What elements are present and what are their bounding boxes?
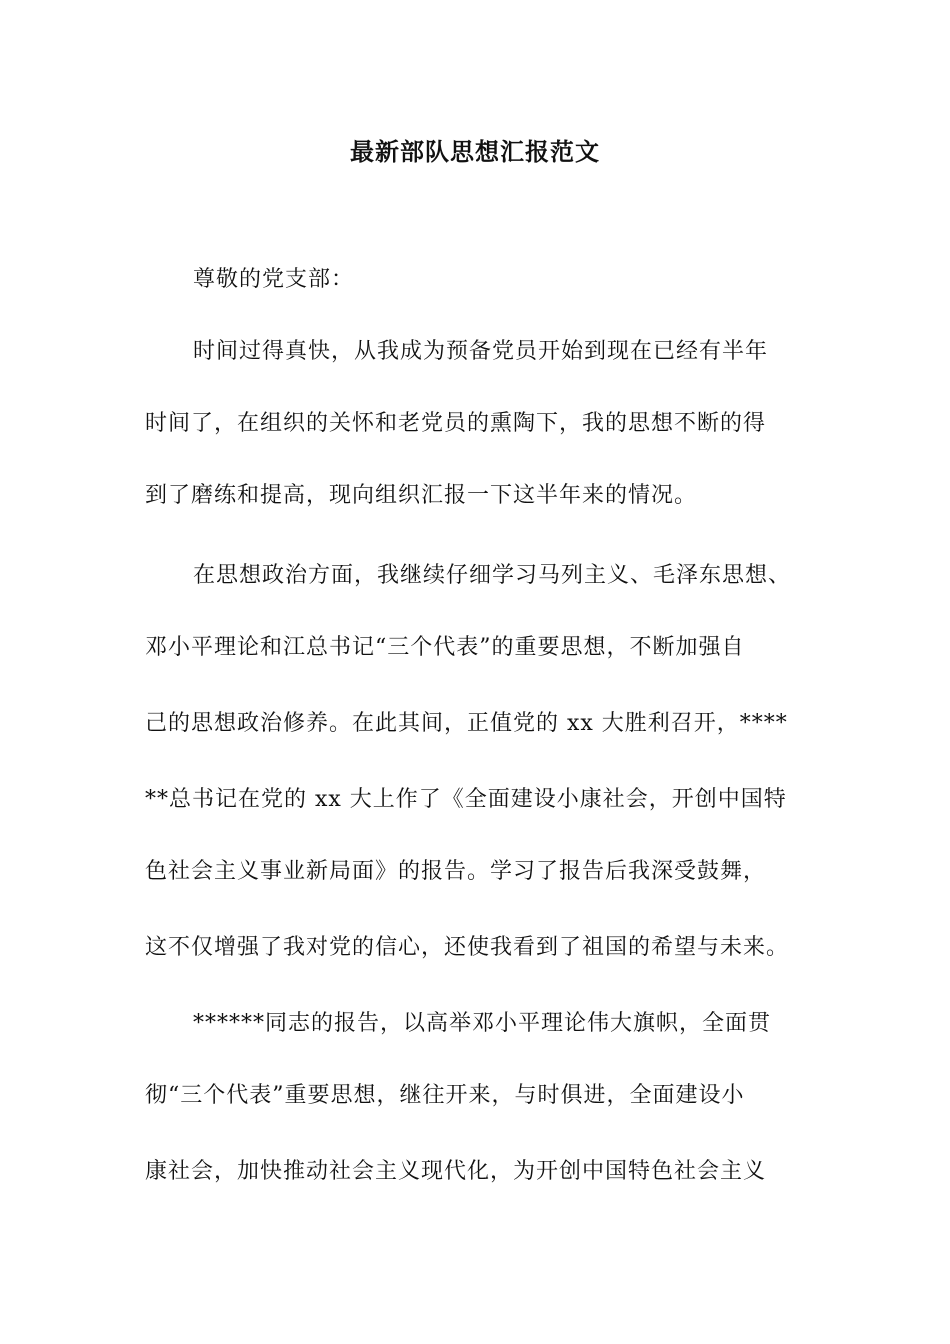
paragraph-line: 色社会主义事业新局面》的报告。学习了报告后我深受鼓舞， (145, 859, 767, 884)
paragraph-line: 在思想政治方面，我继续仔细学习马列主义、毛泽东思想、 (193, 563, 792, 588)
paragraph-line: ******同志的报告，以高举邓小平理论伟大旗帜，全面贯 (193, 1011, 772, 1036)
salutation-line: 尊敬的党支部： (193, 267, 355, 292)
paragraph-line: 邓小平理论和江总书记“三个代表”的重要思想，不断加强自 (145, 635, 745, 660)
paragraph-line: 到了磨练和提高，现向组织汇报一下这半年来的情况。 (145, 483, 698, 508)
paragraph-line: 彻“三个代表”重要思想，继往开来，与时俱进，全面建设小 (145, 1083, 745, 1108)
document-title: 最新部队思想汇报范文 (350, 137, 600, 166)
paragraph-line: 己的思想政治修养。在此其间，正值党的 xx 大胜利召开，**** (145, 711, 788, 736)
paragraph-line: 时间过得真快，从我成为预备党员开始到现在已经有半年 (193, 339, 769, 364)
paragraph-line: 康社会，加快推动社会主义现代化，为开创中国特色社会主义 (145, 1159, 767, 1184)
paragraph-line: 这不仅增强了我对党的信心，还使我看到了祖国的希望与未来。 (145, 935, 790, 960)
paragraph-line: **总书记在党的 xx 大上作了《全面建设小康社会，开创中国特 (145, 787, 787, 812)
paragraph-line: 时间了，在组织的关怀和老党员的熏陶下，我的思想不断的得 (145, 411, 767, 436)
